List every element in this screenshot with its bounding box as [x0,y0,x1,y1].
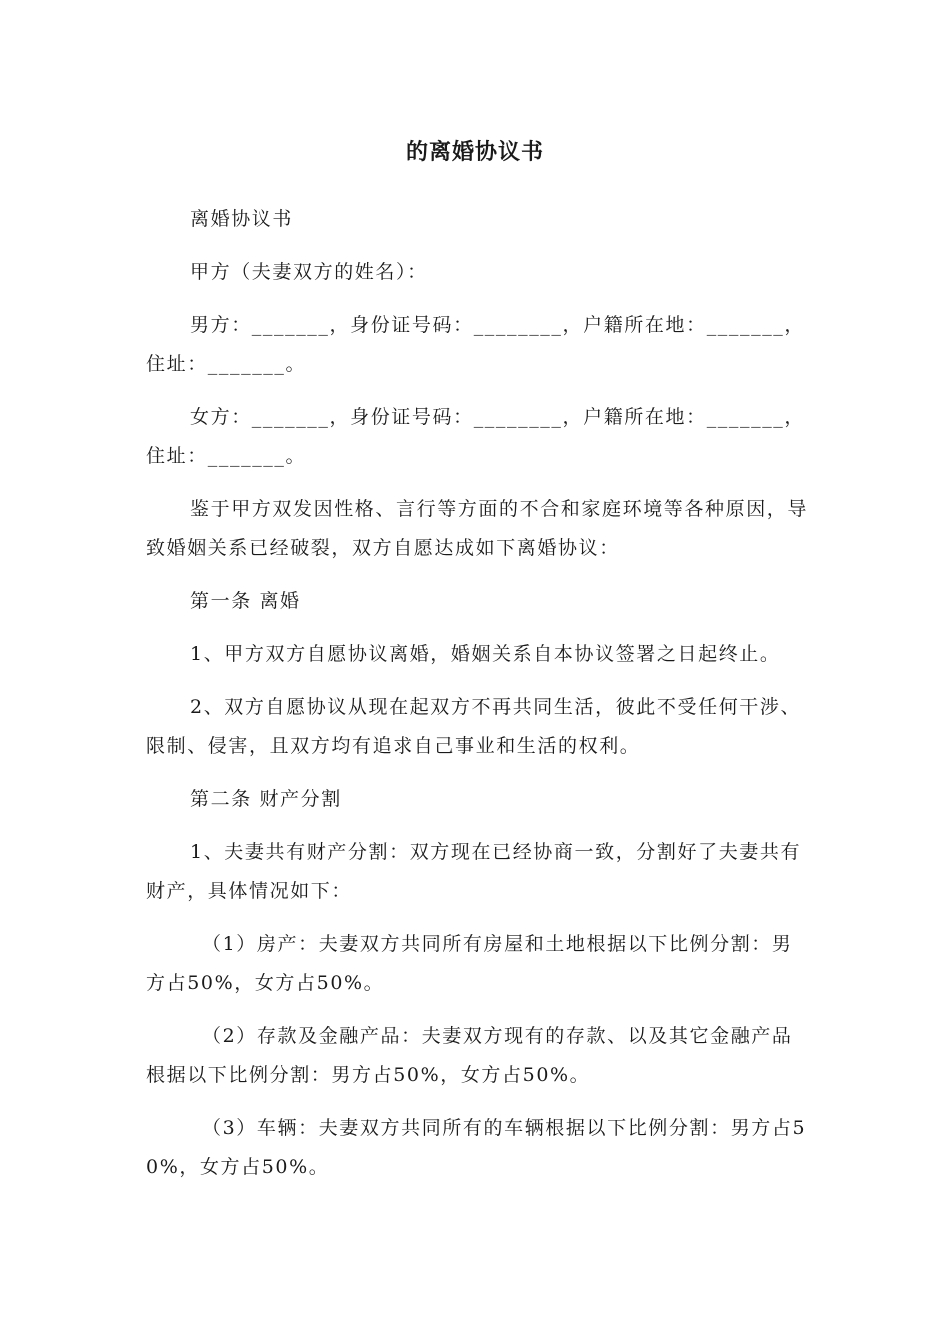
article-1-clause-1: 1、甲方双方自愿协议离婚，婚姻关系自本协议签署之日起终止。 [190,643,781,665]
article-2-item-2: （2）存款及金融产品：夫妻双方现有的存款、以及其它金融产品根据以下比例分割：男方占50%，女方占50%。 [146,1025,793,1086]
article-1-heading: 第一条 离婚 [190,590,301,612]
paragraph-male-party: 男方：_______，身份证号码：________，户籍所在地：_______，住址：_______。 [146,314,806,375]
article-2-item-1: （1）房产：夫妻双方共同所有房屋和土地根据以下比例分割：男方占50%，女方占50%。 [146,933,793,994]
paragraph-heading: 离婚协议书 [190,208,294,230]
article-2-clause-1: 1、夫妻共有财产分割：双方现在已经协商一致，分割好了夫妻共有财产，具体情况如下： [146,841,802,902]
article-1-clause-2: 2、双方自愿协议从现在起双方不再共同生活，彼此不受任何干涉、限制、侵害，且双方均有追求自己事业和生活的权利。 [146,696,802,757]
document-title: 的离婚协议书 [405,140,544,165]
article-2-heading: 第二条 财产分割 [190,788,342,810]
document-body [146,200,810,1201]
paragraph-party-a: 甲方（夫妻双方的姓名）： [190,261,428,283]
article-2-item-3: （3）车辆：夫妻双方共同所有的车辆根据以下比例分割：男方占50%，女方占50%。 [146,1117,807,1178]
paragraph-preamble: 鉴于甲方双发因性格、言行等方面的不合和家庭环境等各种原因，导致婚姻关系已经破裂，双方自愿达成如下离婚协议： [146,498,809,559]
paragraph-female-party: 女方：_______，身份证号码：________，户籍所在地：_______，住址：_______。 [146,406,806,467]
